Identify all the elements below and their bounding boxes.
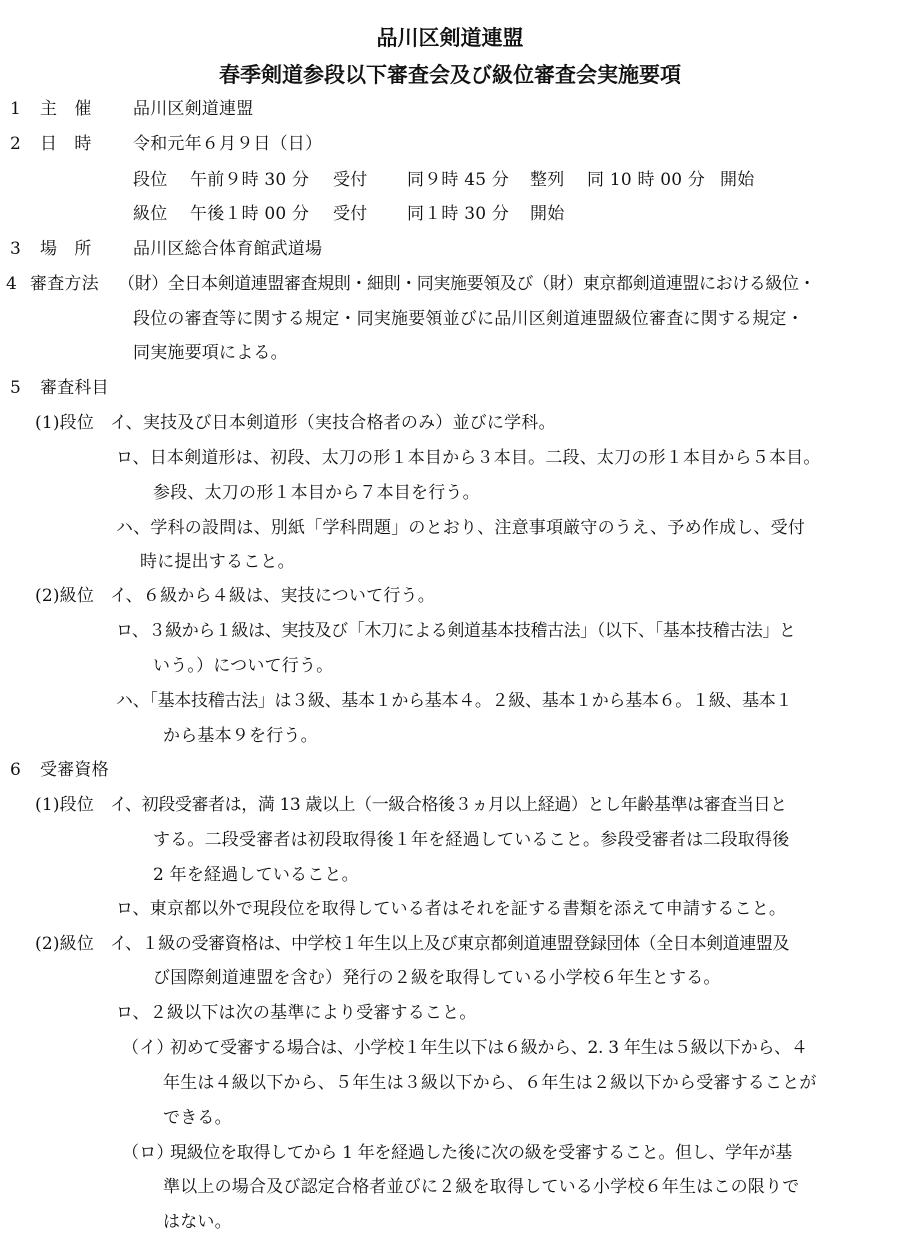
section-4-line-1: （財）全日本剣道連盟審査規則・細則・同実施要領及び（財）東京都剣道連盟における級位・ [118, 274, 816, 294]
dan-lineup-label: 整列 [530, 170, 565, 190]
section-4-label: 審査方法 [30, 274, 99, 294]
section-2-number: 2 [10, 134, 22, 154]
dan-lineup-time: 同９時 45 分 [407, 170, 510, 190]
section-5-kyu-ha-line-2: から基本９を行う。 [163, 726, 318, 746]
dan-start-label: 開始 [720, 170, 755, 190]
section-2-date: 令和元年６月９日（日） [133, 134, 323, 154]
section-6-dan-i-line-2: する。二段受審者は初段取得後１年を経過していること。参段受審者は二段取得後 [153, 830, 790, 850]
section-3-text: 品川区総合体育館武道場 [133, 239, 323, 259]
section-6-sub-ro-line-3: はない。 [163, 1212, 232, 1232]
section-6-sub-i-line-3: できる。 [163, 1108, 232, 1128]
dan-reception-time: 午前９時 30 分 [190, 170, 310, 190]
section-5-number: 5 [10, 378, 22, 398]
section-5-dan-label: (1)段位 [35, 413, 95, 433]
section-6-sub-ro-line-1: 現級位を取得してから 1 年を経過した後に次の級を受審すること。但し、学年が基 [170, 1143, 792, 1163]
kyu-reception-time: 午後１時 00 分 [190, 204, 310, 224]
dan-schedule-category: 段位 [133, 170, 168, 190]
section-6-sub-i-line-2: 年生は４級以下から、５年生は３級以下から、６年生は２級以下から受審することが [163, 1073, 817, 1093]
section-6-kyu-label: (2)級位 [35, 934, 95, 954]
section-6-sub-i-mark: （イ） [122, 1038, 174, 1058]
section-5-dan-ha-line-1: ハ、学科の設問は、別紙「学科問題」のとおり、注意事項厳守のうえ、予め作成し、受付 [116, 518, 806, 538]
section-6-sub-ro-line-2: 準以上の場合及び認定合格者並びに２級を取得している小学校６年生はこの限りで [163, 1177, 800, 1197]
section-6-kyu-ro: ロ、２級以下は次の基準により受審すること。 [116, 1003, 477, 1023]
section-6-dan-label: (1)段位 [35, 795, 95, 815]
section-6-label: 受審資格 [40, 760, 109, 780]
org-title: 品川区剣道連盟 [376, 25, 524, 50]
section-5-dan-ro-line-1: ロ、日本剣道形は、初段、太刀の形１本目から３本目。二段、太刀の形１本目から５本目。 [116, 448, 821, 468]
section-3-number: 3 [10, 239, 22, 259]
dan-reception-label: 受付 [333, 170, 368, 190]
section-6-dan-ro: ロ、東京都以外で現段位を取得している者はそれを証する書類を添えて申請すること。 [116, 899, 787, 919]
section-5-kyu-ha-line-1: ハ、「基本技稽古法」は３級、基本１から基本４。２級、基本１から基本６。１級、基本１ [116, 691, 793, 711]
section-6-sub-i-line-1: 初めて受審する場合は、小学校１年生以下は６級から、2. 3 年生は５級以下から、４ [170, 1038, 808, 1058]
kyu-start-label: 開始 [530, 204, 565, 224]
section-5-kyu-i: イ、６級から４級は、実技について行う。 [110, 586, 435, 606]
section-5-kyu-ro-line-1: ロ、３級から１級は、実技及び「木刀による剣道基本技稽古法」（以下、「基本技稽古法」と [116, 621, 796, 641]
section-4-number: 4 [6, 274, 18, 294]
section-5-dan-ro-line-2: 参段、太刀の形１本目から７本目を行う。 [153, 483, 480, 503]
kyu-reception-label: 受付 [333, 204, 368, 224]
section-4-line-2: 段位の審査等に関する規定・同実施要領並びに品川区剣道連盟級位審査に関する規定・ [133, 309, 804, 329]
section-3-label: 場 所 [40, 239, 92, 259]
section-6-dan-i-line-1: イ、初段受審者は，満 13 歳以上（一級合格後３ヵ月以上経過）とし年齢基準は審査当日と [110, 795, 787, 815]
section-1-label: 主 催 [40, 99, 92, 119]
dan-start-time: 同 10 時 00 分 [587, 170, 706, 190]
kyu-start-time: 同１時 30 分 [407, 204, 510, 224]
section-5-kyu-ro-line-2: いう。）について行う。 [153, 656, 334, 676]
section-5-label: 審査科目 [40, 378, 109, 398]
section-6-kyu-i-line-2: び国際剣道連盟を含む）発行の２級を取得している小学校６年生とする。 [153, 968, 721, 988]
document-title: 春季剣道参段以下審査会及び級位審査会実施要項 [219, 62, 681, 87]
section-1-number: 1 [10, 99, 22, 119]
section-6-sub-ro-mark: （ロ） [122, 1143, 174, 1163]
kyu-schedule-category: 級位 [133, 204, 168, 224]
section-6-kyu-i-line-1: イ、１級の受審資格は、中学校１年生以上及び東京都剣道連盟登録団体（全日本剣道連盟及 [110, 934, 790, 954]
section-5-kyu-label: (2)級位 [35, 586, 95, 606]
section-1-text: 品川区剣道連盟 [133, 99, 254, 119]
section-2-label: 日 時 [40, 134, 92, 154]
section-6-dan-i-line-3: 2 年を経過していること。 [153, 865, 359, 885]
section-6-number: 6 [10, 760, 22, 780]
section-5-dan-ha-line-2: 時に提出すること。 [140, 552, 295, 572]
section-4-line-3: 同実施要項による。 [133, 343, 288, 363]
section-5-dan-i: イ、実技及び日本剣道形（実技合格者のみ）並びに学科。 [110, 413, 556, 433]
